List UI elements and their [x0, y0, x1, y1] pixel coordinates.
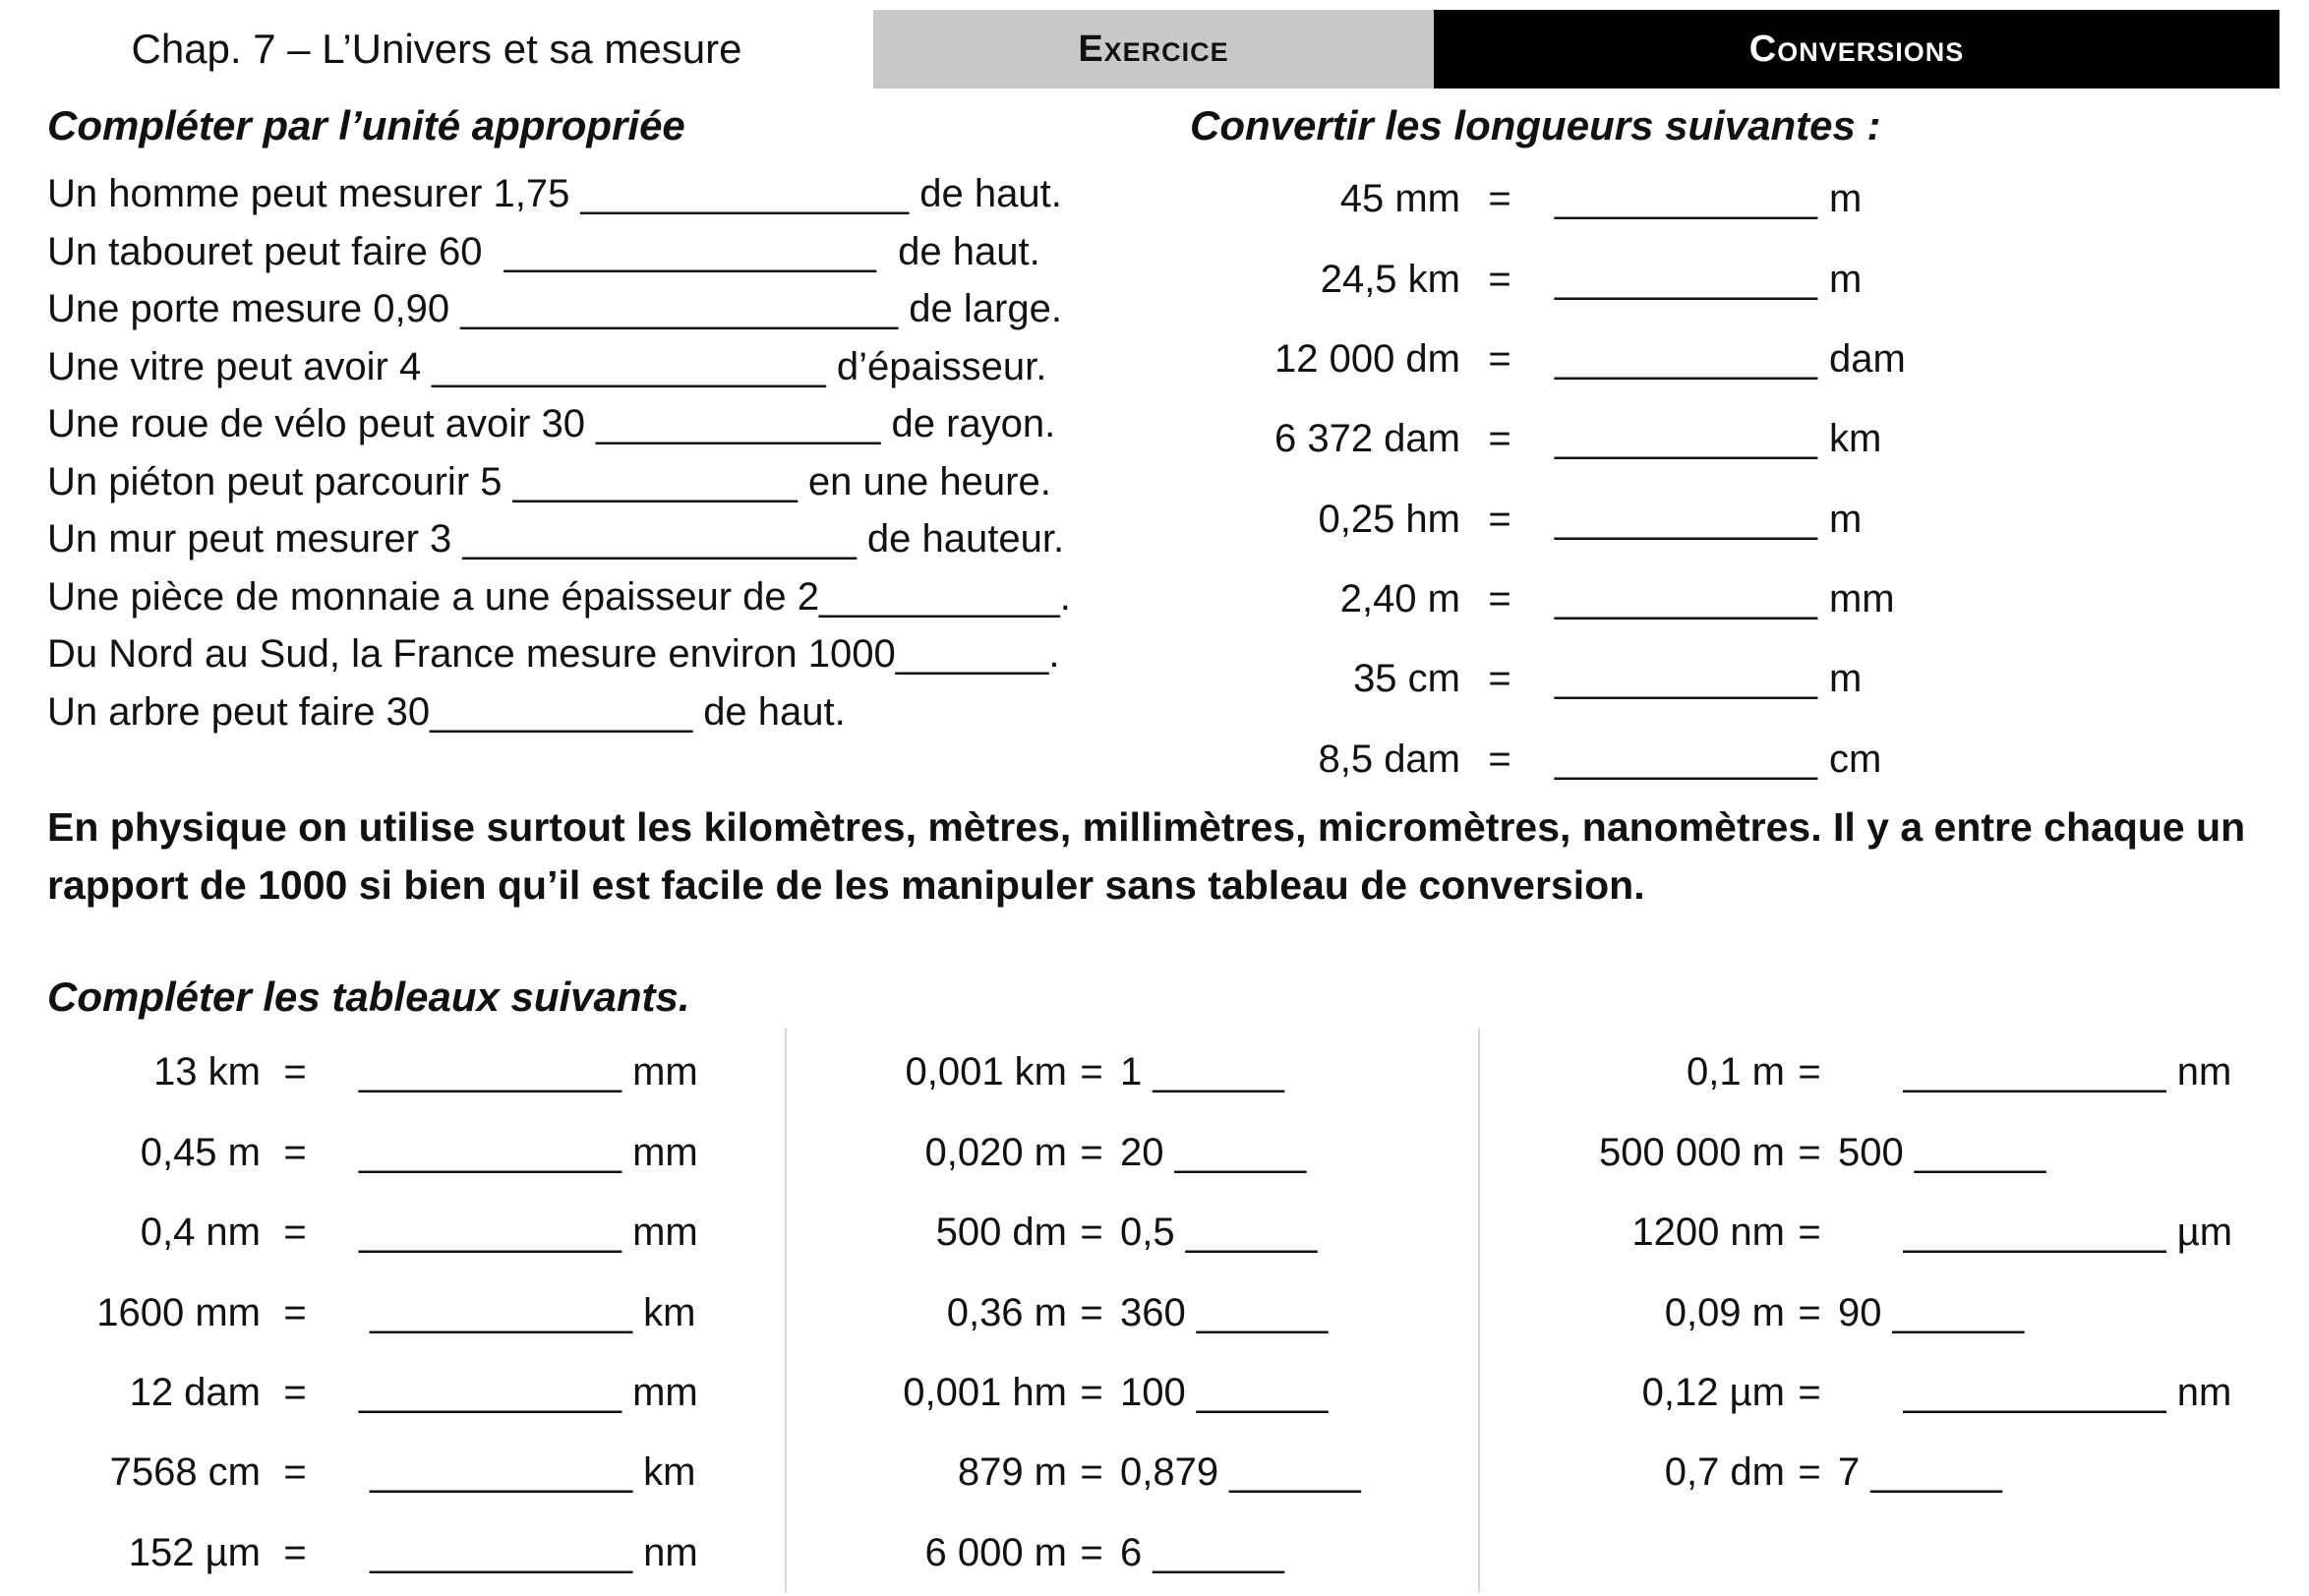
- table-answer: 1 ______: [1120, 1049, 1284, 1094]
- table-row: [1534, 1042, 2231, 1101]
- table-answer: ____________ nm: [1838, 1370, 2232, 1414]
- target-unit: m: [1828, 656, 1863, 700]
- target-unit: m: [1828, 497, 1863, 541]
- table-answer: 500 ______: [1838, 1130, 2046, 1174]
- target-unit: m: [1828, 176, 1863, 220]
- table-answer: 0,5 ______: [1120, 1210, 1318, 1254]
- chapter-title: Chap. 7 – L’Univers et sa mesure: [131, 26, 742, 72]
- sentence-8: Une pièce de monnaie a une épaisseur de 2___________.: [47, 574, 1071, 619]
- conversion-row: [1219, 409, 1881, 468]
- table-value: 152 µm: [128, 1530, 261, 1574]
- table-answer: ____________ mm: [359, 1049, 698, 1094]
- target-unit: cm: [1828, 737, 1882, 781]
- equals-sign: =: [1798, 1130, 1821, 1174]
- equals-sign: =: [1488, 176, 1511, 220]
- sentence-10: Un arbre peut faire 30____________ de haut.: [47, 689, 846, 734]
- equals-sign: =: [1798, 1370, 1821, 1414]
- table-row: [1534, 1363, 2231, 1422]
- equals-sign: =: [1488, 336, 1511, 381]
- table-row: [836, 1283, 1328, 1342]
- table-row: [59, 1283, 696, 1342]
- table-answer: 360 ______: [1120, 1290, 1329, 1334]
- equals-sign: =: [283, 1370, 307, 1414]
- table-value: 0,1 m: [1686, 1049, 1785, 1094]
- equals-sign: =: [1798, 1449, 1821, 1494]
- conversion-value: 2,40 m: [1339, 576, 1460, 621]
- equals-sign: =: [283, 1210, 307, 1254]
- conversion-row: [1219, 649, 1862, 708]
- sentence-2: Un tabouret peut faire 60 _________________ de haut.: [47, 229, 1040, 273]
- conversion-value: 8,5 dam: [1318, 737, 1460, 781]
- answer-blank: ____________: [1555, 497, 1817, 541]
- table-value: 1200 nm: [1631, 1210, 1785, 1254]
- equals-sign: =: [1080, 1370, 1103, 1414]
- table-value: 6 000 m: [924, 1530, 1067, 1574]
- table-row: [59, 1523, 698, 1582]
- conversion-row: [1219, 169, 1862, 228]
- physics-note: En physique on utilise surtout les kilomètres, mètres, millimètres, micromètres, nanomètres. Il y a entre chaque un rapport de 1000 si bien qu’il est facile de les manipuler sans tableau de conversion.: [47, 804, 2246, 908]
- table-answer: ____________ nm: [1838, 1049, 2232, 1094]
- units-section-title: Compléter par l’unité appropriée: [47, 102, 685, 148]
- table-answer: ____________ µm: [1838, 1210, 2233, 1254]
- table-row: [836, 1042, 1284, 1101]
- answer-blank: ____________: [1555, 737, 1817, 781]
- equals-sign: =: [1080, 1049, 1103, 1094]
- answer-blank: ____________: [1555, 656, 1817, 700]
- equals-sign: =: [1488, 416, 1511, 460]
- equals-sign: =: [1488, 257, 1511, 301]
- table-answer: ____________ km: [359, 1290, 696, 1334]
- table-row: [59, 1123, 698, 1182]
- target-unit: km: [1828, 416, 1882, 460]
- table-answer: ____________ mm: [359, 1210, 698, 1254]
- table-answer: ____________ mm: [359, 1370, 698, 1414]
- equals-sign: =: [1488, 497, 1511, 541]
- sentence-7: Un mur peut mesurer 3 __________________ de hauteur.: [47, 517, 1065, 561]
- equals-sign: =: [1080, 1210, 1103, 1254]
- equals-sign: =: [1798, 1290, 1821, 1334]
- sentence-3: Une porte mesure 0,90 ____________________ de large.: [47, 287, 1062, 330]
- target-unit: dam: [1828, 336, 1906, 381]
- sentence-5: Une roue de vélo peut avoir 30 _____________ de rayon.: [47, 402, 1056, 445]
- conversion-value: 24,5 km: [1320, 257, 1460, 301]
- exercise-label: Exercice: [873, 10, 1434, 89]
- equals-sign: =: [283, 1530, 307, 1574]
- table-value: 0,09 m: [1664, 1290, 1785, 1334]
- target-unit: mm: [1828, 576, 1895, 621]
- table-value: 13 km: [153, 1049, 261, 1094]
- equals-sign: =: [283, 1449, 307, 1494]
- conversion-value: 35 cm: [1353, 656, 1460, 700]
- table-row: [59, 1203, 698, 1262]
- table-row: [1534, 1203, 2232, 1262]
- equals-sign: =: [1080, 1530, 1103, 1574]
- table-answer: ____________ mm: [359, 1130, 698, 1174]
- equals-sign: =: [1080, 1449, 1103, 1494]
- table-value: 0,12 µm: [1641, 1370, 1785, 1414]
- sentence-6: Un piéton peut parcourir 5 _____________ en une heure.: [47, 459, 1051, 503]
- table-answer: ____________ km: [359, 1449, 696, 1494]
- table-row: [836, 1443, 1361, 1502]
- table-row: [59, 1363, 698, 1422]
- table-answer: 7 ______: [1838, 1449, 2002, 1494]
- table-row: [59, 1042, 698, 1101]
- conversion-row: [1219, 250, 1862, 309]
- table-row: [836, 1203, 1317, 1262]
- equals-sign: =: [283, 1049, 307, 1094]
- equals-sign: =: [1488, 656, 1511, 700]
- conversion-row: [1219, 329, 1906, 388]
- table-value: 879 m: [957, 1449, 1067, 1494]
- answer-blank: ____________: [1555, 176, 1817, 220]
- equals-sign: =: [1798, 1210, 1821, 1254]
- table-answer: 20 ______: [1120, 1130, 1307, 1174]
- table-answer: 100 ______: [1120, 1370, 1329, 1414]
- table-value: 0,36 m: [946, 1290, 1067, 1334]
- conversion-value: 45 mm: [1339, 176, 1460, 220]
- equals-sign: =: [283, 1130, 307, 1174]
- table-value: 7568 cm: [109, 1449, 261, 1494]
- equals-sign: =: [1080, 1290, 1103, 1334]
- column-divider: [1478, 1028, 1480, 1593]
- answer-blank: ____________: [1555, 576, 1817, 621]
- equals-sign: =: [283, 1290, 307, 1334]
- table-row: [836, 1363, 1328, 1422]
- answer-blank: ____________: [1555, 257, 1817, 301]
- table-row: [836, 1523, 1284, 1582]
- table-answer: 90 ______: [1838, 1290, 2025, 1334]
- table-value: 0,45 m: [140, 1130, 261, 1174]
- sentence-4: Une vitre peut avoir 4 __________________ d’épaisseur.: [47, 344, 1047, 388]
- conversion-value: 6 372 dam: [1273, 416, 1460, 460]
- conversion-value: 0,25 hm: [1318, 497, 1460, 541]
- table-answer: ____________ nm: [359, 1530, 698, 1574]
- tables-section-title: Compléter les tableaux suivants.: [47, 974, 690, 1020]
- target-unit: m: [1828, 257, 1863, 301]
- table-value: 0,7 dm: [1664, 1449, 1785, 1494]
- answer-blank: ____________: [1555, 416, 1817, 460]
- lengths-section-title: Convertir les longueurs suivantes :: [1190, 102, 1881, 148]
- units-sentence-list: [47, 165, 1071, 740]
- topic-label: Conversions: [1434, 10, 2279, 89]
- table-value: 0,4 nm: [140, 1210, 261, 1254]
- answer-blank: ____________: [1555, 336, 1817, 381]
- table-row: [59, 1443, 696, 1502]
- table-value: 500 000 m: [1598, 1130, 1785, 1174]
- table-row: [836, 1123, 1306, 1182]
- conversion-row: [1219, 490, 1862, 549]
- table-value: 1600 mm: [96, 1290, 261, 1334]
- column-divider: [785, 1028, 787, 1593]
- table-row: [1534, 1123, 2045, 1182]
- table-value: 0,001 km: [905, 1049, 1067, 1094]
- equals-sign: =: [1798, 1049, 1821, 1094]
- equals-sign: =: [1080, 1130, 1103, 1174]
- sentence-9: Du Nord au Sud, la France mesure environ 1000_______.: [47, 632, 1060, 676]
- equals-sign: =: [1488, 737, 1511, 781]
- table-row: [1534, 1443, 2002, 1502]
- conversion-row: [1219, 569, 1895, 628]
- table-value: 12 dam: [129, 1370, 261, 1414]
- table-answer: 0,879 ______: [1120, 1449, 1361, 1494]
- table-row: [1534, 1283, 2024, 1342]
- table-value: 0,020 m: [924, 1130, 1067, 1174]
- table-answer: 6 ______: [1120, 1530, 1284, 1574]
- equals-sign: =: [1488, 576, 1511, 621]
- table-value: 500 dm: [935, 1210, 1067, 1254]
- conversion-value: 12 000 dm: [1273, 336, 1460, 381]
- conversion-row: [1219, 730, 1881, 789]
- sentence-1: Un homme peut mesurer 1,75 _______________ de haut.: [47, 172, 1062, 215]
- table-value: 0,001 hm: [903, 1370, 1067, 1414]
